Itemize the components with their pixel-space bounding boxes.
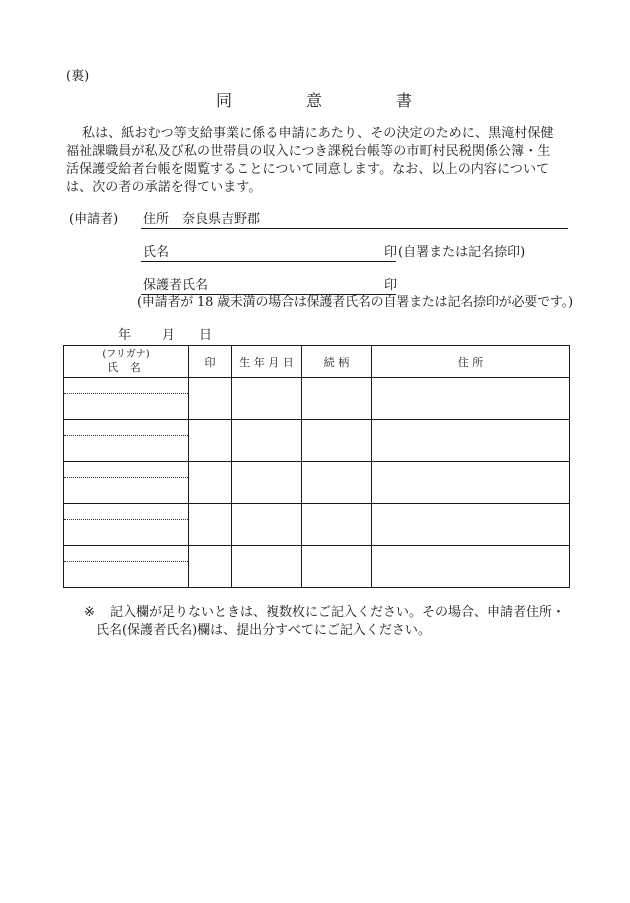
name-cell[interactable] (64, 462, 189, 504)
birthdate-cell[interactable] (232, 462, 302, 504)
paragraph-line: 福祉課職員が私及び私の世帯員の収入につき課税台帳等の市町村民税関係公簿・生 (66, 144, 551, 159)
furigana-separator (64, 435, 188, 436)
table-row (64, 546, 570, 588)
address-underline (141, 228, 568, 229)
table-row (64, 420, 570, 462)
guardian-note: (申請者が 18 歳未満の場合は保護者氏名の自署または記名捺印が必要です。) (137, 295, 573, 310)
footnote-line-2: 氏名(保護者氏名)欄は、提出分すべてにご記入ください。 (96, 623, 431, 638)
header-furigana: (フリガナ) (102, 349, 150, 360)
paragraph-line: は、次の者の承諾を得ています。 (66, 180, 262, 195)
date-month: 月 (162, 328, 176, 343)
address-cell[interactable] (372, 504, 570, 546)
seal-cell[interactable] (189, 462, 232, 504)
date-day: 日 (199, 328, 213, 343)
seal-mark: 印 (384, 245, 398, 260)
header-relation: 続 柄 (302, 346, 372, 378)
furigana-separator (64, 393, 188, 394)
address-cell[interactable] (372, 546, 570, 588)
seal-note: (自署または記名捺印) (398, 245, 526, 260)
header-birthdate: 生 年 月 日 (232, 346, 302, 378)
header-seal: 印 (189, 346, 232, 378)
birthdate-cell[interactable] (232, 420, 302, 462)
date-year: 年 (118, 328, 132, 343)
furigana-separator (64, 477, 188, 478)
name-cell[interactable] (64, 546, 189, 588)
relation-cell[interactable] (302, 546, 372, 588)
seal-cell[interactable] (189, 546, 232, 588)
paragraph-line: 活保護受給者台帳を閲覧することについて同意します。なお、以上の内容について (66, 162, 550, 177)
name-cell[interactable] (64, 420, 189, 462)
table-header-row (64, 346, 570, 378)
title-char-1: 同 (216, 91, 233, 110)
seal-cell[interactable] (189, 504, 232, 546)
relation-cell[interactable] (302, 420, 372, 462)
footnote-line-1: 記入欄が足りないときは、複数枚にご記入ください。その場合、申請者住所・ (110, 605, 566, 620)
header-address: 住 所 (372, 346, 570, 378)
birthdate-cell[interactable] (232, 504, 302, 546)
header-name-label: 氏 名 (107, 361, 145, 374)
name-underline[interactable] (141, 261, 396, 262)
header-name (64, 346, 189, 378)
birthdate-cell[interactable] (232, 378, 302, 420)
name-cell[interactable] (64, 378, 189, 420)
name-cell[interactable] (64, 504, 189, 546)
address-value[interactable]: 奈良県吉野郡 (182, 212, 261, 227)
relation-cell[interactable] (302, 504, 372, 546)
table-row (64, 378, 570, 420)
title-char-3: 書 (396, 91, 413, 110)
applicant-label: (申請者) (69, 212, 119, 227)
furigana-separator (64, 561, 188, 562)
table-row (64, 504, 570, 546)
relation-cell[interactable] (302, 462, 372, 504)
address-cell[interactable] (372, 378, 570, 420)
seal-cell[interactable] (189, 420, 232, 462)
name-label: 氏名 (143, 245, 170, 260)
guardian-seal-mark: 印 (384, 278, 398, 293)
address-label: 住所 (143, 212, 170, 227)
page-label: (裏) (66, 69, 90, 84)
relation-cell[interactable] (302, 378, 372, 420)
guardian-name-label: 保護者氏名 (143, 278, 209, 293)
address-cell[interactable] (372, 420, 570, 462)
table-row (64, 462, 570, 504)
paragraph-line: 私は、紙おむつ等支給事業に係る申請にあたり、その決定のために、黒滝村保健 (82, 126, 554, 141)
seal-cell[interactable] (189, 378, 232, 420)
footnote-mark: ※ (84, 605, 95, 620)
furigana-separator (64, 519, 188, 520)
birthdate-cell[interactable] (232, 546, 302, 588)
address-cell[interactable] (372, 462, 570, 504)
household-table (63, 345, 570, 588)
title-char-2: 意 (306, 91, 323, 110)
